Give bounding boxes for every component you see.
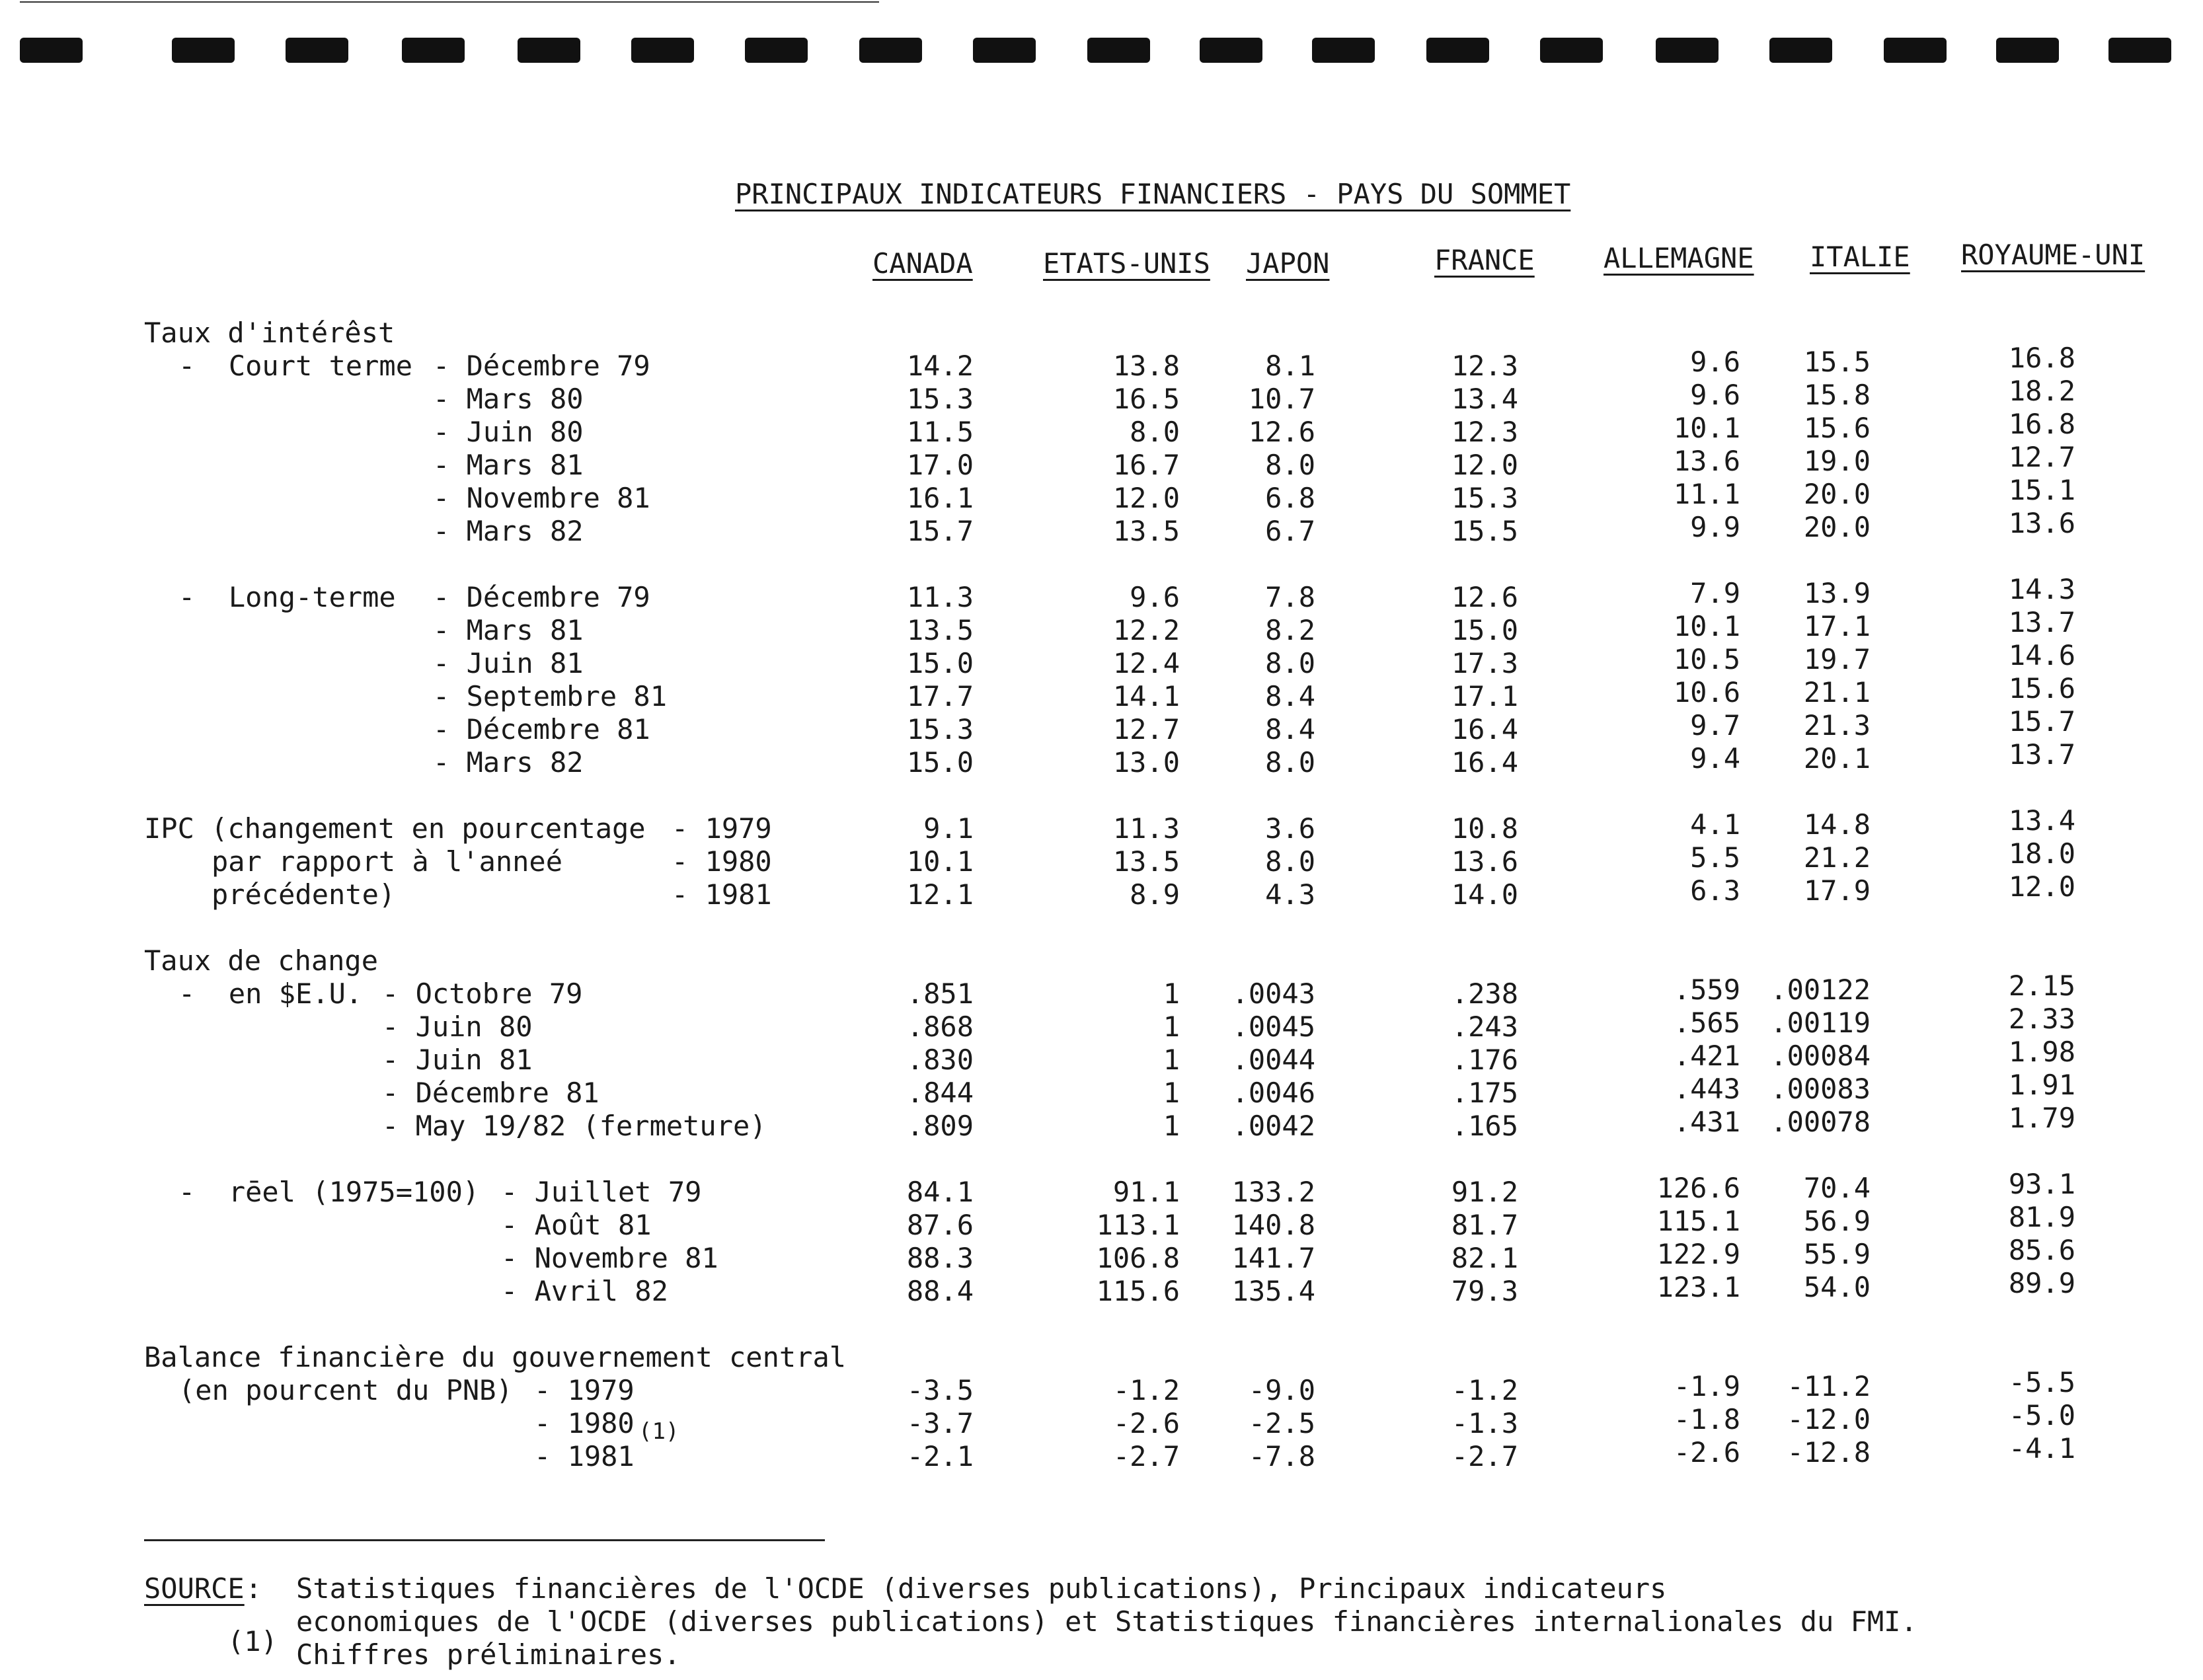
border-dash bbox=[1200, 38, 1262, 63]
row-label: - 1979 bbox=[534, 1374, 635, 1406]
table-cell: .851 bbox=[906, 977, 974, 1010]
row-label: - Décembre 81 bbox=[382, 1077, 599, 1109]
table-cell: 135.4 bbox=[1231, 1275, 1315, 1307]
table-cell: .175 bbox=[1451, 1077, 1518, 1109]
table-cell: 13.6 bbox=[1451, 845, 1518, 878]
label-ipc-1: IPC (changement en pourcentage bbox=[144, 812, 646, 845]
row-label: - Mars 82 bbox=[433, 515, 584, 547]
table-cell: 8.0 bbox=[1265, 845, 1315, 878]
table-cell: .0045 bbox=[1231, 1011, 1315, 1043]
table-cell: 20.0 bbox=[1803, 511, 1871, 543]
table-cell: .0044 bbox=[1231, 1044, 1315, 1076]
table-cell: 79.3 bbox=[1451, 1275, 1518, 1307]
table-cell: 115.6 bbox=[1096, 1275, 1180, 1307]
row-label: - 1981 bbox=[672, 878, 772, 911]
table-cell: 21.1 bbox=[1803, 676, 1871, 708]
table-cell: .431 bbox=[1673, 1106, 1740, 1138]
table-cell: 15.5 bbox=[1451, 515, 1518, 547]
row-label: - Décembre 79 bbox=[433, 350, 650, 382]
table-cell: .809 bbox=[906, 1110, 974, 1142]
table-cell: 55.9 bbox=[1803, 1238, 1871, 1270]
table-cell: 16.8 bbox=[2008, 408, 2075, 440]
row-label: - 1981 bbox=[534, 1440, 635, 1472]
table-cell: 9.6 bbox=[1690, 379, 1740, 411]
table-cell: 10.5 bbox=[1673, 643, 1740, 675]
table-cell: 15.7 bbox=[2008, 705, 2075, 738]
table-cell: 15.0 bbox=[906, 647, 974, 679]
footnote-ref: (1) bbox=[638, 1418, 679, 1445]
table-cell: .565 bbox=[1673, 1007, 1740, 1039]
table-cell: 17.9 bbox=[1803, 874, 1871, 907]
border-dash bbox=[402, 38, 465, 63]
table-cell: 13.9 bbox=[1803, 577, 1871, 609]
table-cell: -5.5 bbox=[2008, 1366, 2075, 1398]
border-dash bbox=[1769, 38, 1832, 63]
table-cell: .0046 bbox=[1231, 1077, 1315, 1109]
table-cell: 70.4 bbox=[1803, 1172, 1871, 1204]
table-cell: 12.3 bbox=[1451, 350, 1518, 382]
border-dash bbox=[1087, 38, 1150, 63]
table-cell: 6.7 bbox=[1265, 515, 1315, 547]
table-cell: 8.0 bbox=[1130, 416, 1180, 448]
row-label: - Septembre 81 bbox=[433, 680, 668, 712]
table-cell: .176 bbox=[1451, 1044, 1518, 1076]
table-cell: -2.7 bbox=[1112, 1440, 1180, 1472]
row-label: - Octobre 79 bbox=[382, 977, 583, 1010]
column-header: ALLEMAGNE bbox=[1604, 242, 1754, 274]
table-cell: 123.1 bbox=[1656, 1271, 1740, 1303]
table-cell: 2.33 bbox=[2008, 1003, 2075, 1035]
table-cell: -1.2 bbox=[1451, 1374, 1518, 1406]
row-label: - Novembre 81 bbox=[433, 482, 650, 514]
table-cell: 1 bbox=[1163, 1044, 1180, 1076]
row-label: - Juin 80 bbox=[433, 416, 584, 448]
dashed-border bbox=[0, 0, 2203, 79]
table-cell: 1 bbox=[1163, 977, 1180, 1010]
table-cell: 17.0 bbox=[906, 449, 974, 481]
label-balance-2: (en pourcent du PNB) bbox=[178, 1374, 513, 1406]
column-header: CANADA bbox=[872, 247, 973, 280]
table-cell: 126.6 bbox=[1656, 1172, 1740, 1204]
table-cell: 12.3 bbox=[1451, 416, 1518, 448]
table-cell: 115.1 bbox=[1656, 1205, 1740, 1237]
table-cell: 10.1 bbox=[1673, 412, 1740, 444]
table-cell: 81.9 bbox=[2008, 1201, 2075, 1233]
row-label: - Juillet 79 bbox=[501, 1176, 702, 1208]
table-cell: 5.5 bbox=[1690, 841, 1740, 874]
table-cell: .443 bbox=[1673, 1073, 1740, 1105]
table-cell: 13.7 bbox=[2008, 606, 2075, 638]
table-cell: 15.1 bbox=[2008, 474, 2075, 506]
table-cell: 140.8 bbox=[1231, 1209, 1315, 1241]
table-cell: 17.1 bbox=[1803, 610, 1871, 642]
table-cell: 17.3 bbox=[1451, 647, 1518, 679]
table-cell: 1 bbox=[1163, 1110, 1180, 1142]
table-cell: 2.15 bbox=[2008, 970, 2075, 1002]
table-cell: 122.9 bbox=[1656, 1238, 1740, 1270]
table-cell: 12.7 bbox=[1112, 713, 1180, 745]
table-cell: 13.5 bbox=[906, 614, 974, 646]
table-cell: 13.4 bbox=[2008, 804, 2075, 837]
table-cell: 13.5 bbox=[1112, 845, 1180, 878]
table-cell: .844 bbox=[906, 1077, 974, 1109]
table-cell: -2.6 bbox=[1112, 1407, 1180, 1439]
table-cell: 21.2 bbox=[1803, 841, 1871, 874]
table-cell: .830 bbox=[906, 1044, 974, 1076]
table-cell: 13.0 bbox=[1112, 746, 1180, 779]
table-cell: 13.7 bbox=[2008, 738, 2075, 771]
row-label: - Novembre 81 bbox=[501, 1242, 718, 1274]
table-cell: .00084 bbox=[1770, 1040, 1871, 1072]
table-cell: 56.9 bbox=[1803, 1205, 1871, 1237]
label-taux-change: Taux de change bbox=[144, 944, 379, 977]
row-label: - 1980 bbox=[534, 1407, 635, 1439]
source-line-2: economiques de l'OCDE (diverses publications) et Statistiques financières internalionales du FMI. bbox=[296, 1605, 1917, 1638]
table-cell: 14.2 bbox=[906, 350, 974, 382]
border-dash bbox=[1540, 38, 1603, 63]
table-cell: 12.7 bbox=[2008, 441, 2075, 473]
table-cell: 13.8 bbox=[1112, 350, 1180, 382]
table-cell: 9.6 bbox=[1690, 346, 1740, 378]
table-cell: 16.4 bbox=[1451, 713, 1518, 745]
table-cell: -12.0 bbox=[1787, 1403, 1871, 1435]
table-cell: 87.6 bbox=[906, 1209, 974, 1241]
row-label: - Décembre 81 bbox=[433, 713, 650, 745]
table-cell: 54.0 bbox=[1803, 1271, 1871, 1303]
footer-rule bbox=[144, 1539, 825, 1541]
source-label: SOURCE bbox=[144, 1572, 245, 1605]
table-cell: 8.0 bbox=[1265, 647, 1315, 679]
table-cell: 1.91 bbox=[2008, 1069, 2075, 1101]
table-cell: .421 bbox=[1673, 1040, 1740, 1072]
table-cell: 21.3 bbox=[1803, 709, 1871, 742]
table-cell: 84.1 bbox=[906, 1176, 974, 1208]
table-cell: .00083 bbox=[1770, 1073, 1871, 1105]
table-cell: 16.7 bbox=[1112, 449, 1180, 481]
table-cell: .00122 bbox=[1770, 974, 1871, 1006]
table-cell: -2.6 bbox=[1673, 1436, 1740, 1469]
label-taux-interet: Taux d'intérêst bbox=[144, 317, 395, 349]
table-cell: 17.1 bbox=[1451, 680, 1518, 712]
table-cell: -4.1 bbox=[2008, 1432, 2075, 1465]
table-cell: -2.7 bbox=[1451, 1440, 1518, 1472]
table-cell: 113.1 bbox=[1096, 1209, 1180, 1241]
label-reel: - rēel (1975=100) bbox=[178, 1176, 480, 1208]
table-cell: 14.8 bbox=[1803, 808, 1871, 841]
table-cell: 12.6 bbox=[1451, 581, 1518, 613]
table-cell: 91.1 bbox=[1112, 1176, 1180, 1208]
table-cell: 15.3 bbox=[906, 383, 974, 415]
table-cell: 12.0 bbox=[1451, 449, 1518, 481]
table-cell: 10.1 bbox=[1673, 610, 1740, 642]
column-header: ITALIE bbox=[1810, 241, 1910, 273]
table-cell: 15.6 bbox=[1803, 412, 1871, 444]
table-cell: 11.3 bbox=[906, 581, 974, 613]
table-cell: 12.1 bbox=[906, 878, 974, 911]
table-cell: 12.0 bbox=[2008, 870, 2075, 903]
footnote-text: Chiffres préliminaires. bbox=[296, 1638, 681, 1671]
table-cell: 133.2 bbox=[1231, 1176, 1315, 1208]
table-cell: 16.8 bbox=[2008, 342, 2075, 374]
table-cell: .165 bbox=[1451, 1110, 1518, 1142]
table-cell: 11.1 bbox=[1673, 478, 1740, 510]
footnote-marker: (1) bbox=[227, 1625, 278, 1658]
table-cell: 1 bbox=[1163, 1077, 1180, 1109]
table-cell: 93.1 bbox=[2008, 1168, 2075, 1200]
row-label: - 1979 bbox=[672, 812, 772, 845]
table-cell: 9.6 bbox=[1130, 581, 1180, 613]
table-cell: -5.0 bbox=[2008, 1399, 2075, 1432]
table-cell: 6.8 bbox=[1265, 482, 1315, 514]
table-cell: 18.2 bbox=[2008, 375, 2075, 407]
table-cell: 20.0 bbox=[1803, 478, 1871, 510]
table-cell: -1.9 bbox=[1673, 1370, 1740, 1402]
border-dash bbox=[1312, 38, 1375, 63]
table-cell: -2.5 bbox=[1248, 1407, 1315, 1439]
table-cell: 4.1 bbox=[1690, 808, 1740, 841]
table-cell: 88.3 bbox=[906, 1242, 974, 1274]
page-title: PRINCIPAUX INDICATEURS FINANCIERS - PAYS DU SOMMET bbox=[735, 178, 1571, 210]
row-label: - Août 81 bbox=[501, 1209, 652, 1241]
table-cell: 13.4 bbox=[1451, 383, 1518, 415]
table-cell: 19.0 bbox=[1803, 445, 1871, 477]
table-cell: 10.7 bbox=[1248, 383, 1315, 415]
table-cell: 1.79 bbox=[2008, 1102, 2075, 1134]
row-label: - Mars 82 bbox=[433, 746, 584, 779]
row-label: - Juin 80 bbox=[382, 1011, 533, 1043]
table-cell: .0043 bbox=[1231, 977, 1315, 1010]
table-cell: -1.2 bbox=[1112, 1374, 1180, 1406]
table-cell: 15.0 bbox=[1451, 614, 1518, 646]
table-cell: 8.0 bbox=[1265, 746, 1315, 779]
table-cell: -7.8 bbox=[1248, 1440, 1315, 1472]
row-label: - Mars 81 bbox=[433, 614, 584, 646]
column-header: ETATS-UNIS bbox=[1043, 247, 1210, 280]
table-cell: 14.6 bbox=[2008, 639, 2075, 671]
table-cell: 9.7 bbox=[1690, 709, 1740, 742]
row-label: - Mars 81 bbox=[433, 449, 584, 481]
table-cell: 1.98 bbox=[2008, 1036, 2075, 1068]
column-header: JAPON bbox=[1246, 247, 1330, 280]
table-cell: 7.9 bbox=[1690, 577, 1740, 609]
label-long-terme: - Long-terme bbox=[178, 581, 396, 613]
row-label: - Décembre 79 bbox=[433, 581, 650, 613]
table-cell: 12.2 bbox=[1112, 614, 1180, 646]
table-cell: 8.4 bbox=[1265, 680, 1315, 712]
source-line-1: Statistiques financières de l'OCDE (diverses publications), Principaux indicateurs bbox=[296, 1572, 1667, 1605]
table-cell: -1.8 bbox=[1673, 1403, 1740, 1435]
table-cell: 17.7 bbox=[906, 680, 974, 712]
border-dash bbox=[1656, 38, 1719, 63]
table-cell: 13.5 bbox=[1112, 515, 1180, 547]
table-cell: 106.8 bbox=[1096, 1242, 1180, 1274]
table-cell: 14.1 bbox=[1112, 680, 1180, 712]
table-cell: -2.1 bbox=[906, 1440, 974, 1472]
border-dash bbox=[1884, 38, 1947, 63]
table-cell: 7.8 bbox=[1265, 581, 1315, 613]
table-cell: 12.4 bbox=[1112, 647, 1180, 679]
table-cell: .00078 bbox=[1770, 1106, 1871, 1138]
table-cell: 1 bbox=[1163, 1011, 1180, 1043]
border-dash bbox=[518, 38, 580, 63]
label-en-usd: - en $E.U. bbox=[178, 977, 363, 1010]
table-cell: -12.8 bbox=[1787, 1436, 1871, 1469]
table-cell: 82.1 bbox=[1451, 1242, 1518, 1274]
table-cell: 15.6 bbox=[2008, 672, 2075, 705]
table-cell: 4.3 bbox=[1265, 878, 1315, 911]
table-cell: 13.6 bbox=[1673, 445, 1740, 477]
table-cell: 85.6 bbox=[2008, 1234, 2075, 1266]
table-cell: 13.6 bbox=[2008, 507, 2075, 539]
table-cell: -11.2 bbox=[1787, 1370, 1871, 1402]
table-cell: .868 bbox=[906, 1011, 974, 1043]
table-cell: 16.1 bbox=[906, 482, 974, 514]
row-label: - May 19/82 (fermeture) bbox=[382, 1110, 767, 1142]
column-header: FRANCE bbox=[1434, 244, 1535, 276]
table-cell: .238 bbox=[1451, 977, 1518, 1010]
row-label: - 1980 bbox=[672, 845, 772, 878]
table-cell: -3.5 bbox=[906, 1374, 974, 1406]
table-cell: 12.6 bbox=[1248, 416, 1315, 448]
table-cell: 9.1 bbox=[923, 812, 974, 845]
label-court-terme: - Court terme bbox=[178, 350, 413, 382]
column-header: ROYAUME-UNI bbox=[1961, 239, 2145, 271]
table-cell: 15.0 bbox=[906, 746, 974, 779]
table-cell: .243 bbox=[1451, 1011, 1518, 1043]
table-cell: 15.3 bbox=[906, 713, 974, 745]
table-cell: -3.7 bbox=[906, 1407, 974, 1439]
row-label: - Mars 80 bbox=[433, 383, 584, 415]
table-cell: 81.7 bbox=[1451, 1209, 1518, 1241]
table-cell: 10.1 bbox=[906, 845, 974, 878]
top-edge-line bbox=[20, 1, 879, 3]
border-dash bbox=[20, 38, 83, 63]
table-cell: 11.3 bbox=[1112, 812, 1180, 845]
table-cell: 8.4 bbox=[1265, 713, 1315, 745]
table-cell: 15.8 bbox=[1803, 379, 1871, 411]
table-cell: 6.3 bbox=[1690, 874, 1740, 907]
table-cell: 14.3 bbox=[2008, 573, 2075, 605]
border-dash bbox=[172, 38, 235, 63]
table-cell: 9.9 bbox=[1690, 511, 1740, 543]
table-cell: 8.9 bbox=[1130, 878, 1180, 911]
label-balance-1: Balance financière du gouvernement central bbox=[144, 1341, 847, 1373]
table-cell: 141.7 bbox=[1231, 1242, 1315, 1274]
table-cell: 3.6 bbox=[1265, 812, 1315, 845]
table-cell: 8.2 bbox=[1265, 614, 1315, 646]
table-cell: 91.2 bbox=[1451, 1176, 1518, 1208]
row-label: - Avril 82 bbox=[501, 1275, 668, 1307]
table-cell: .00119 bbox=[1770, 1007, 1871, 1039]
table-cell: 15.5 bbox=[1803, 346, 1871, 378]
table-cell: 10.8 bbox=[1451, 812, 1518, 845]
row-label: - Juin 81 bbox=[433, 647, 584, 679]
table-cell: 10.6 bbox=[1673, 676, 1740, 708]
table-cell: 16.5 bbox=[1112, 383, 1180, 415]
table-cell: 88.4 bbox=[906, 1275, 974, 1307]
border-dash bbox=[745, 38, 808, 63]
table-cell: 8.1 bbox=[1265, 350, 1315, 382]
border-dash bbox=[859, 38, 922, 63]
table-cell: 15.3 bbox=[1451, 482, 1518, 514]
table-cell: .0042 bbox=[1231, 1110, 1315, 1142]
border-dash bbox=[1426, 38, 1489, 63]
border-dash bbox=[1996, 38, 2059, 63]
border-dash bbox=[631, 38, 694, 63]
table-cell: 15.7 bbox=[906, 515, 974, 547]
table-cell: 19.7 bbox=[1803, 643, 1871, 675]
table-cell: -9.0 bbox=[1248, 1374, 1315, 1406]
table-cell: 20.1 bbox=[1803, 742, 1871, 775]
label-ipc-3: précédente) bbox=[212, 878, 396, 911]
border-dash bbox=[973, 38, 1036, 63]
border-dash bbox=[286, 38, 348, 63]
table-cell: 89.9 bbox=[2008, 1267, 2075, 1299]
table-cell: 18.0 bbox=[2008, 837, 2075, 870]
table-cell: 14.0 bbox=[1451, 878, 1518, 911]
table-cell: 16.4 bbox=[1451, 746, 1518, 779]
table-cell: 11.5 bbox=[906, 416, 974, 448]
table-cell: 8.0 bbox=[1265, 449, 1315, 481]
label-ipc-2: par rapport à l'anneé bbox=[212, 845, 563, 878]
table-cell: .559 bbox=[1673, 974, 1740, 1006]
row-label: - Juin 81 bbox=[382, 1044, 533, 1076]
table-cell: -1.3 bbox=[1451, 1407, 1518, 1439]
table-cell: 12.0 bbox=[1112, 482, 1180, 514]
border-dash bbox=[2108, 38, 2171, 63]
source-colon: : bbox=[245, 1572, 262, 1605]
table-cell: 9.4 bbox=[1690, 742, 1740, 775]
